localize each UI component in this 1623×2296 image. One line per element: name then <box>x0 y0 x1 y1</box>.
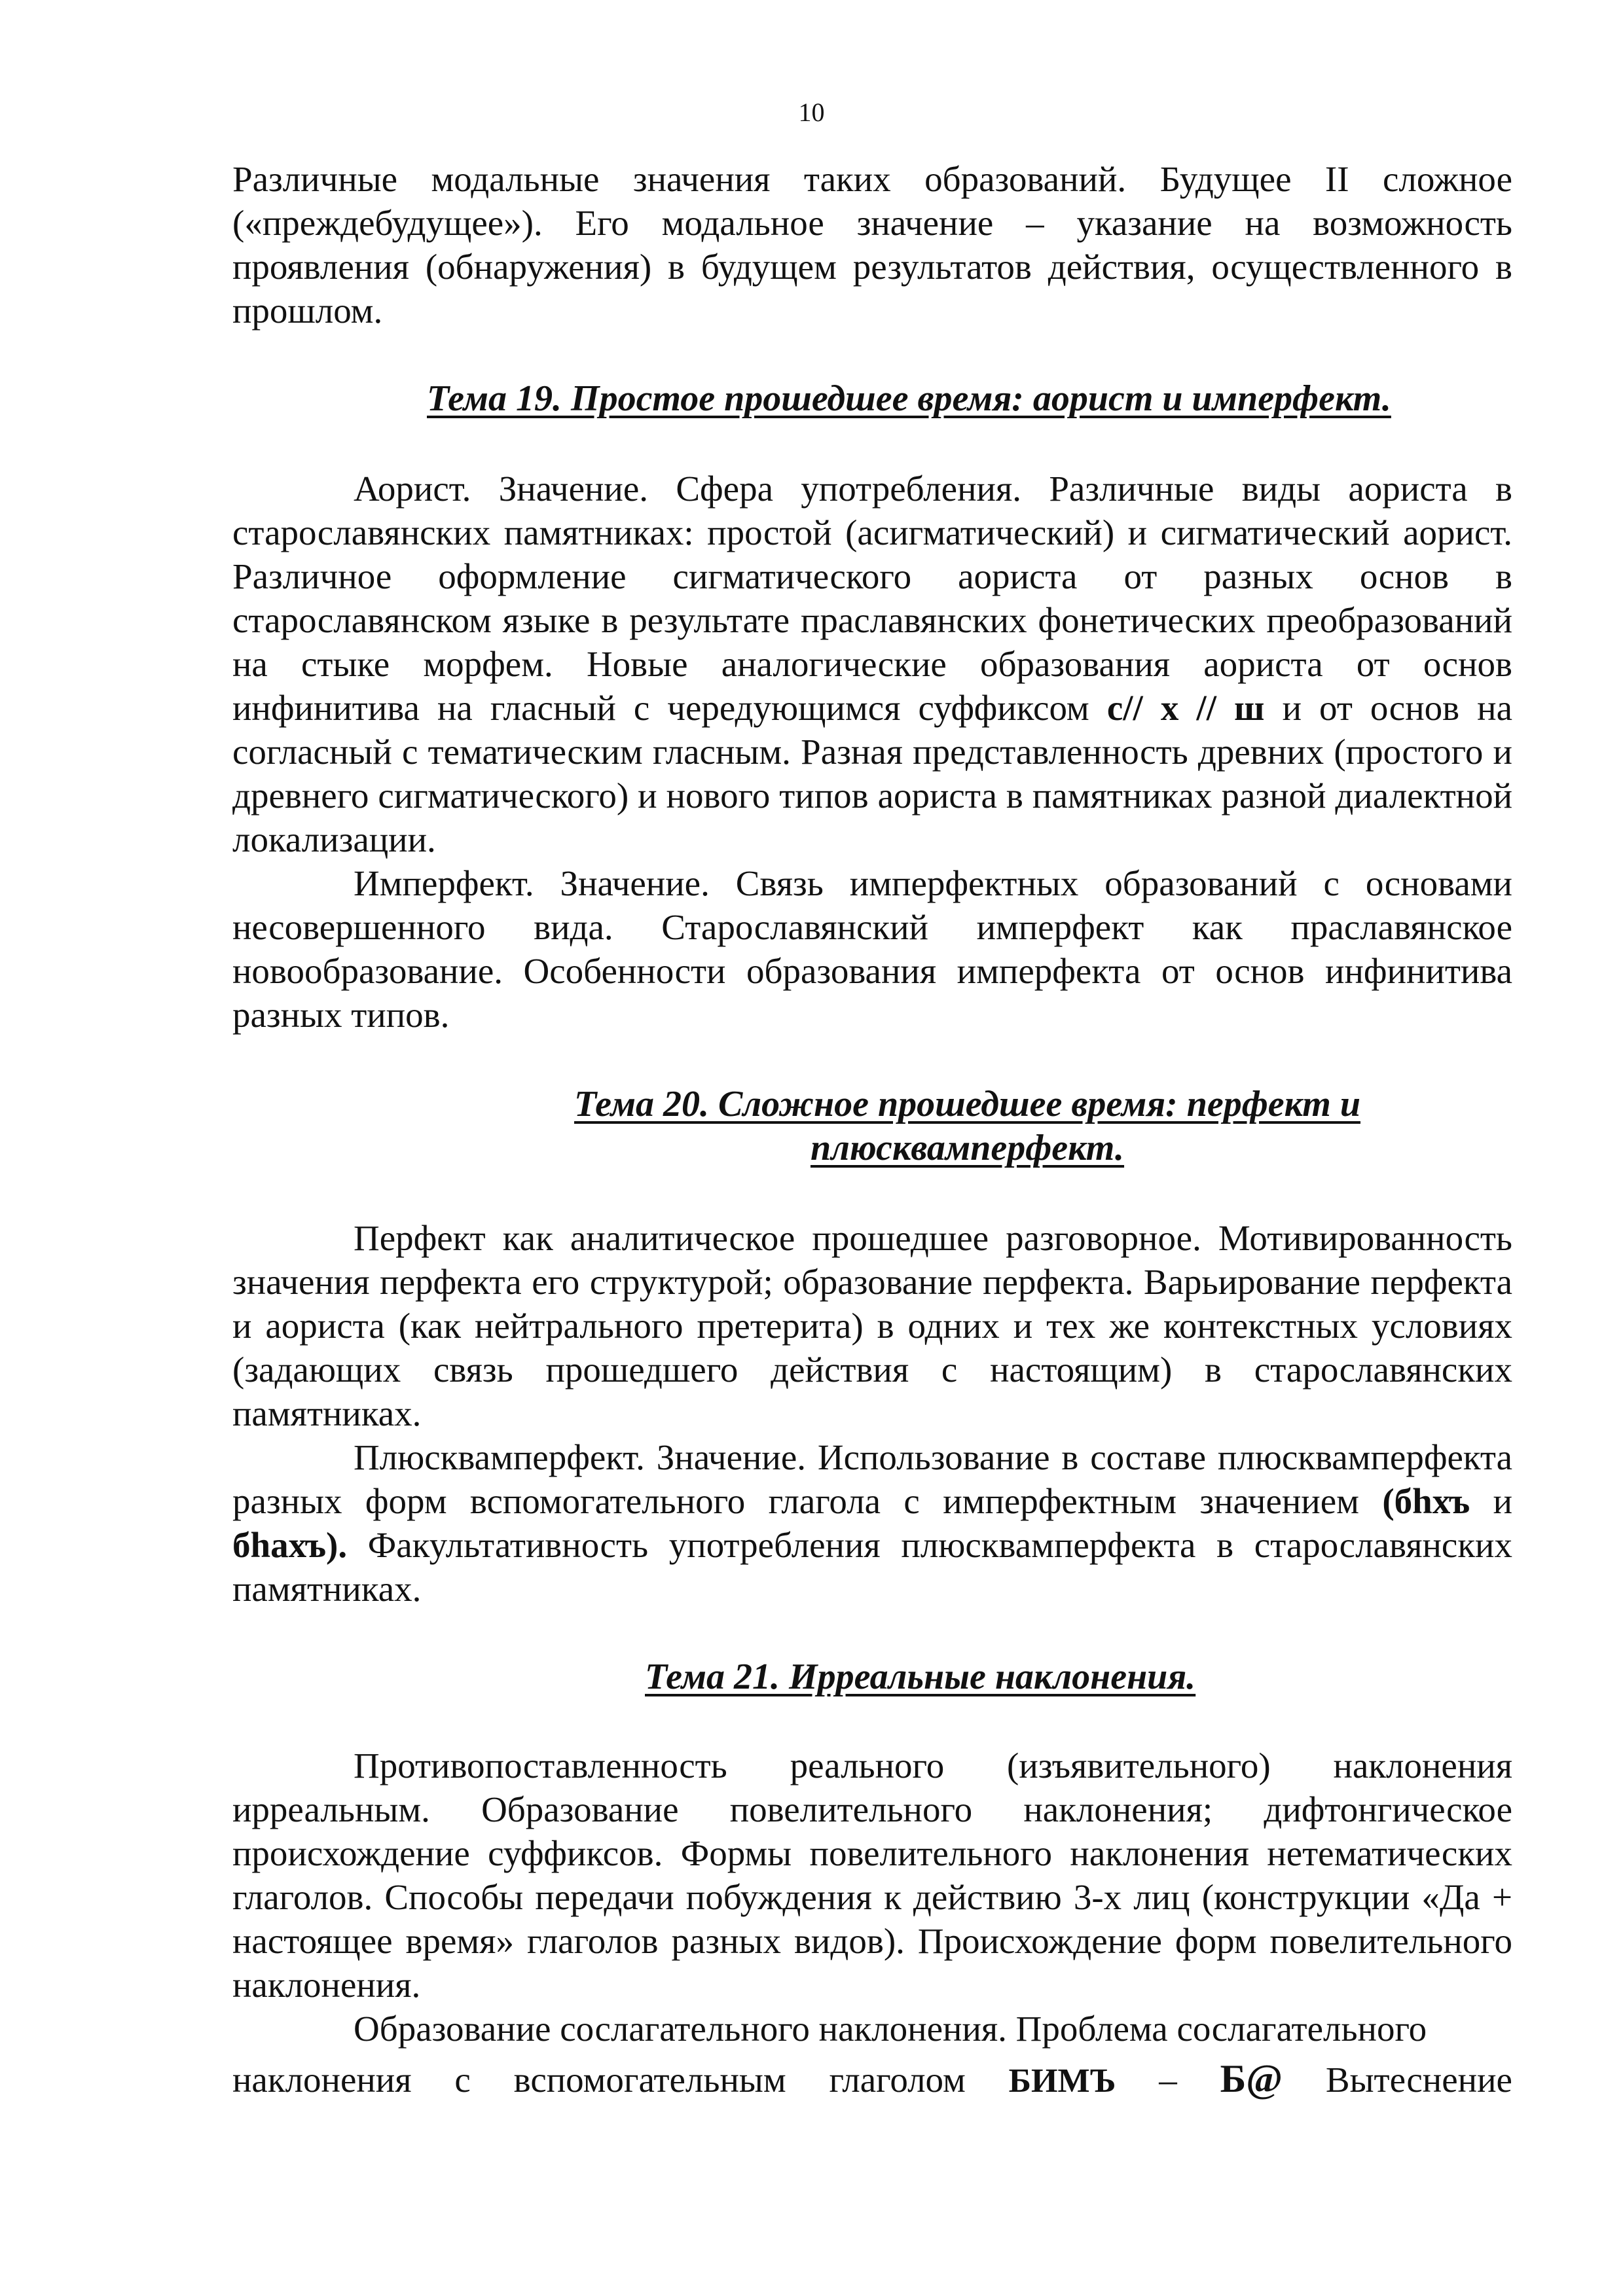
conjunction: и <box>1493 1481 1513 1521</box>
auxiliary-verb-form-2: Б@ <box>1220 2057 1283 2100</box>
word: наклонения <box>232 2060 412 2100</box>
section-heading-20 <box>232 1083 1512 1170</box>
paragraph-pluperfect-text-a: Плюсквамперфект. Значение. Использование в составе плюсквамперфекта разных форм вспомогательного глагола с имперфектным значением <box>232 1437 1512 1521</box>
paragraph-pluperfect-text-b: Факультативность употребления плюсквамперфекта в старославянских памятниках. <box>232 1525 1512 1609</box>
page-body <box>232 157 1512 2103</box>
section-heading-19: Тема 19. Простое прошедшее время: аорист и имперфект. <box>427 378 1391 419</box>
page-number: 10 <box>798 98 825 127</box>
paragraph-aorist <box>232 467 1512 861</box>
auxiliary-verb-form: БИМЪ <box>1008 2062 1116 2100</box>
section-heading-20-line2: плюсквамперфект. <box>810 1128 1125 1168</box>
paragraph-aorist-text-a: Аорист. Значение. Сфера употребления. Различные виды аориста в старославянских памятниках: простой (асигматический) и сигматический аорист. Различное оформление сигматического аориста от разных основ в старославянском языке в результате праславянских фонетических преобразований на стыке морфем. Новые аналогические образования аориста от основ инфинитива на гласный с чередующимся суффиксом <box>232 469 1512 728</box>
paragraph-imperfect: Имперфект. Значение. Связь имперфектных образований с основами несовершенного вида. Старославянский имперфект как праславянское новообразование. Особенности образования имперфекта от основ инфинитива разных типов. <box>232 863 1512 1035</box>
paragraph-aorist-text-b: и от основ на согласный с тематическим гласным. Разная представленность древних (простого и древнего сигматического) и нового типов аориста в памятниках разной диалектной локализации. <box>232 688 1513 859</box>
section-heading-20-line1: Тема 20. Сложное прошедшее время: перфект и <box>574 1084 1360 1124</box>
paragraph-moods: Противопоставленность реального (изъявительного) наклонения ирреальным. Образование повелительного наклонения; дифтонгическое происхождение суффиксов. Формы повелительного наклонения нетематических глаголов. Способы передачи побуждения к действию 3-х лиц (конструкции «Да + настоящее время» глаголов разных видов). Происхождение форм повелительного наклонения. <box>232 1746 1512 2005</box>
dash: – <box>1159 2060 1177 2100</box>
word: вспомогательным <box>513 2060 786 2100</box>
word: глаголом <box>829 2060 966 2100</box>
paragraph-pluperfect <box>232 1435 1512 1611</box>
suffix-notation: с// х // ш <box>1106 688 1265 728</box>
verb-form-1: (бhхъ <box>1382 1481 1470 1521</box>
word: с <box>454 2060 471 2100</box>
word: Вытеснение <box>1325 2060 1512 2100</box>
paragraph-subjunctive: Образование сослагательного наклонения. Проблема сослагательного <box>354 2009 1427 2049</box>
intro-paragraph: Различные модальные значения таких образований. Будущее II сложное («преждебудущее»). Его модальное значение – указание на возможность проявления (обнаружения) в будущем результатов действия, осуществленного в прошлом. <box>232 159 1512 331</box>
section-heading-21: Тема 21. Ирреальные наклонения. <box>645 1657 1196 1697</box>
verb-form-2: бhахъ). <box>232 1525 348 1565</box>
paragraph-perfect: Перфект как аналитическое прошедшее разговорное. Мотивированность значения перфекта его структурой; образование перфекта. Варьирование перфекта и аориста (как нейтрального претерита) в одних и тех же контекстных условиях (задающих связь прошедшего действия с настоящим) в старославянских памятниках. <box>232 1218 1512 1433</box>
paragraph-subjunctive-last-line <box>232 2057 1512 2103</box>
